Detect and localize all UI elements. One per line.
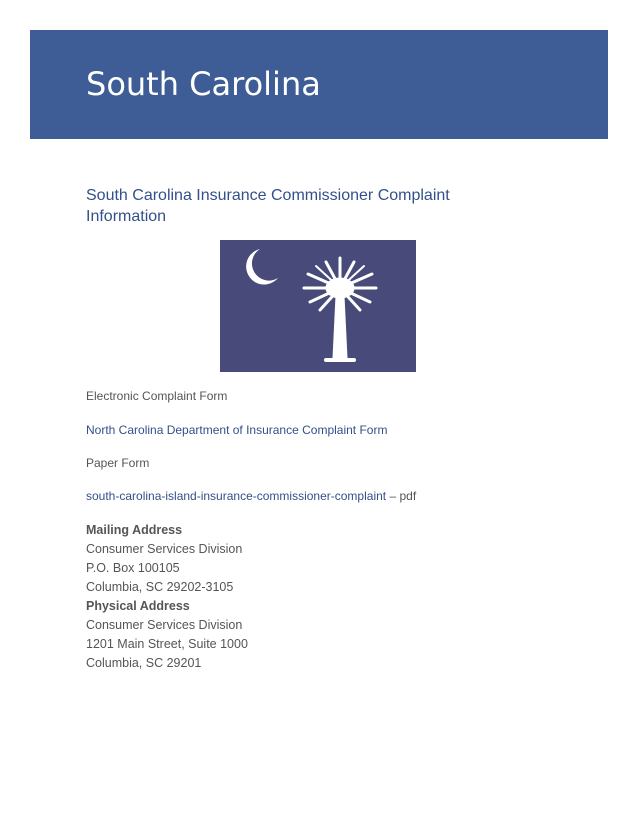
paper-form-link-row (86, 488, 416, 504)
paper-form-label: Paper Form (86, 456, 150, 470)
address-block (86, 521, 248, 673)
physical-line: Columbia, SC 29201 (86, 656, 202, 670)
header-banner (30, 30, 608, 139)
physical-line: 1201 Main Street, Suite 1000 (86, 637, 248, 651)
mailing-line: Columbia, SC 29202-3105 (86, 580, 234, 594)
south-carolina-flag-image (220, 240, 416, 372)
subtitle: South Carolina Insurance Commissioner Complaint Information (86, 187, 450, 225)
electronic-complaint-link-row (86, 422, 387, 438)
page-title: South Carolina (86, 65, 321, 103)
electronic-complaint-label: Electronic Complaint Form (86, 389, 228, 403)
nc-complaint-form-link[interactable]: North Carolina Department of Insurance Complaint Form (86, 423, 388, 437)
pdf-suffix: – pdf (386, 489, 417, 503)
mailing-line: P.O. Box 100105 (86, 561, 180, 575)
mailing-address-heading: Mailing Address (86, 523, 183, 537)
physical-line: Consumer Services Division (86, 618, 243, 632)
palmetto-crescent-flag-icon (220, 240, 416, 372)
mailing-line: Consumer Services Division (86, 542, 243, 556)
sc-complaint-pdf-link[interactable]: south-carolina-island-insurance-commissioner-complaint (86, 489, 387, 503)
physical-address-heading: Physical Address (86, 599, 190, 613)
